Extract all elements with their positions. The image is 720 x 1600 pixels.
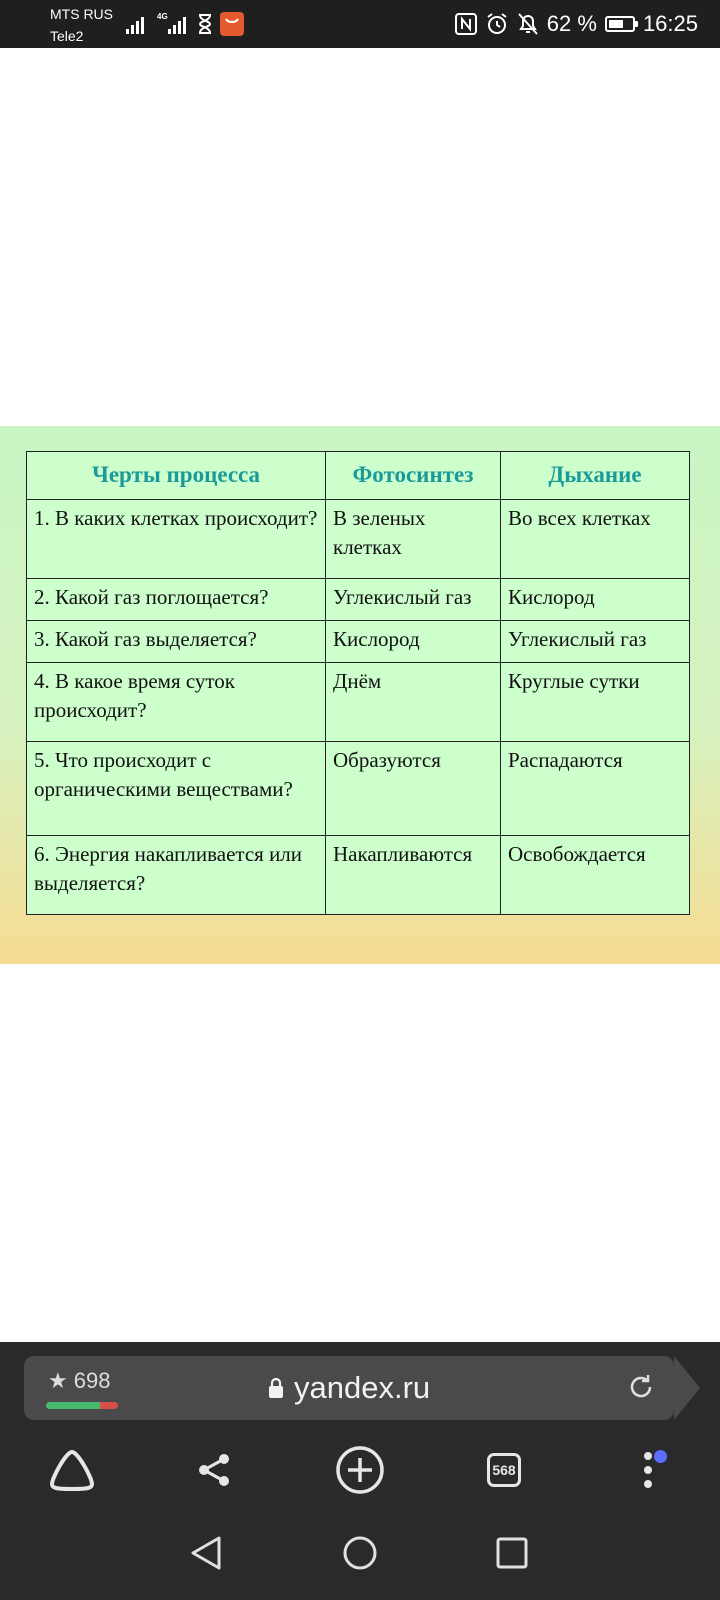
back-button[interactable] [181,1528,231,1578]
browser-toolbar [0,1434,720,1506]
home-button[interactable] [335,1528,385,1578]
table-cell: 1. В каких клетках происходит? [27,500,326,579]
tabs-button[interactable] [474,1434,534,1506]
table-row [27,500,690,579]
table-cell: Распадаются [501,742,690,836]
hourglass-icon [198,14,212,34]
alice-button[interactable] [42,1434,102,1506]
table-cell: 3. Какой газ выделяется? [27,621,326,663]
table-header-cell: Фотосинтез [326,452,501,500]
back-triangle-icon [189,1535,223,1571]
table-header-cell: Дыхание [501,452,690,500]
notification-dot [654,1450,667,1463]
alarm-icon [485,12,509,36]
carrier-secondary: Tele2 [50,28,84,44]
plus-circle-icon [334,1444,386,1496]
table-cell: Во всех клетках [501,500,690,579]
table-header-row [27,452,690,500]
comparison-table [26,451,690,915]
content-image[interactable] [0,426,720,964]
signal-icon-secondary [168,14,186,34]
table-cell: Накапливаются [326,836,501,915]
network-type-label: 4G [157,12,168,21]
battery-level-fill [609,20,623,28]
address-bar[interactable] [24,1356,674,1420]
browser-bottom-bar [0,1342,720,1600]
menu-button[interactable] [618,1434,678,1506]
more-vertical-icon [643,1450,653,1490]
carrier-primary: MTS RUS [50,6,113,22]
table-cell: Днём [326,663,501,742]
table-row [27,836,690,915]
tabs-count-icon [487,1453,521,1487]
table-cell: 4. В какое время суток происходит? [27,663,326,742]
table-row [27,621,690,663]
tabs-count: 568 [492,1462,516,1478]
refresh-icon[interactable] [626,1372,656,1402]
signal-icon [126,14,144,34]
status-right-group [455,0,698,48]
clock: 16:25 [642,11,698,36]
system-navigation-bar [0,1506,720,1600]
table-cell: 2. Какой газ поглощается? [27,579,326,621]
table-cell: Кислород [326,621,501,663]
table-cell: 5. Что происходит с органическими веществами? [27,742,326,836]
battery-percent: 62 % [546,11,597,36]
url-text: yandex.ru [294,1370,431,1405]
site-rating[interactable] [48,1368,110,1394]
table-cell: Углекислый газ [501,621,690,663]
url-area[interactable] [268,1356,430,1420]
table-cell: Углекислый газ [326,579,501,621]
table-cell: Круглые сутки [501,663,690,742]
table-row [27,663,690,742]
recents-square-icon [495,1536,529,1570]
battery-icon [605,16,635,32]
recents-button[interactable] [487,1528,537,1578]
table-row [27,579,690,621]
star-icon: ★ [48,1368,68,1393]
mute-icon [517,12,539,36]
alice-icon [48,1448,96,1492]
table-row [27,742,690,836]
home-circle-icon [342,1535,378,1571]
table-cell: Освобождается [501,836,690,915]
app-notification-icon [220,12,244,36]
share-icon [196,1452,232,1488]
rating-bar-fill [46,1402,100,1409]
nfc-icon [455,13,477,35]
table-cell: Образуются [326,742,501,836]
status-bar [0,0,720,48]
table-header-cell: Черты процесса [27,452,326,500]
table-cell: 6. Энергия накапливается или выделяется? [27,836,326,915]
new-tab-button[interactable] [330,1434,390,1506]
rating-value: 698 [73,1368,111,1393]
table-cell: В зеленых клетках [326,500,501,579]
lock-icon [268,1377,284,1399]
rating-bar [46,1402,118,1409]
share-button[interactable] [184,1434,244,1506]
table-cell: Кислород [501,579,690,621]
